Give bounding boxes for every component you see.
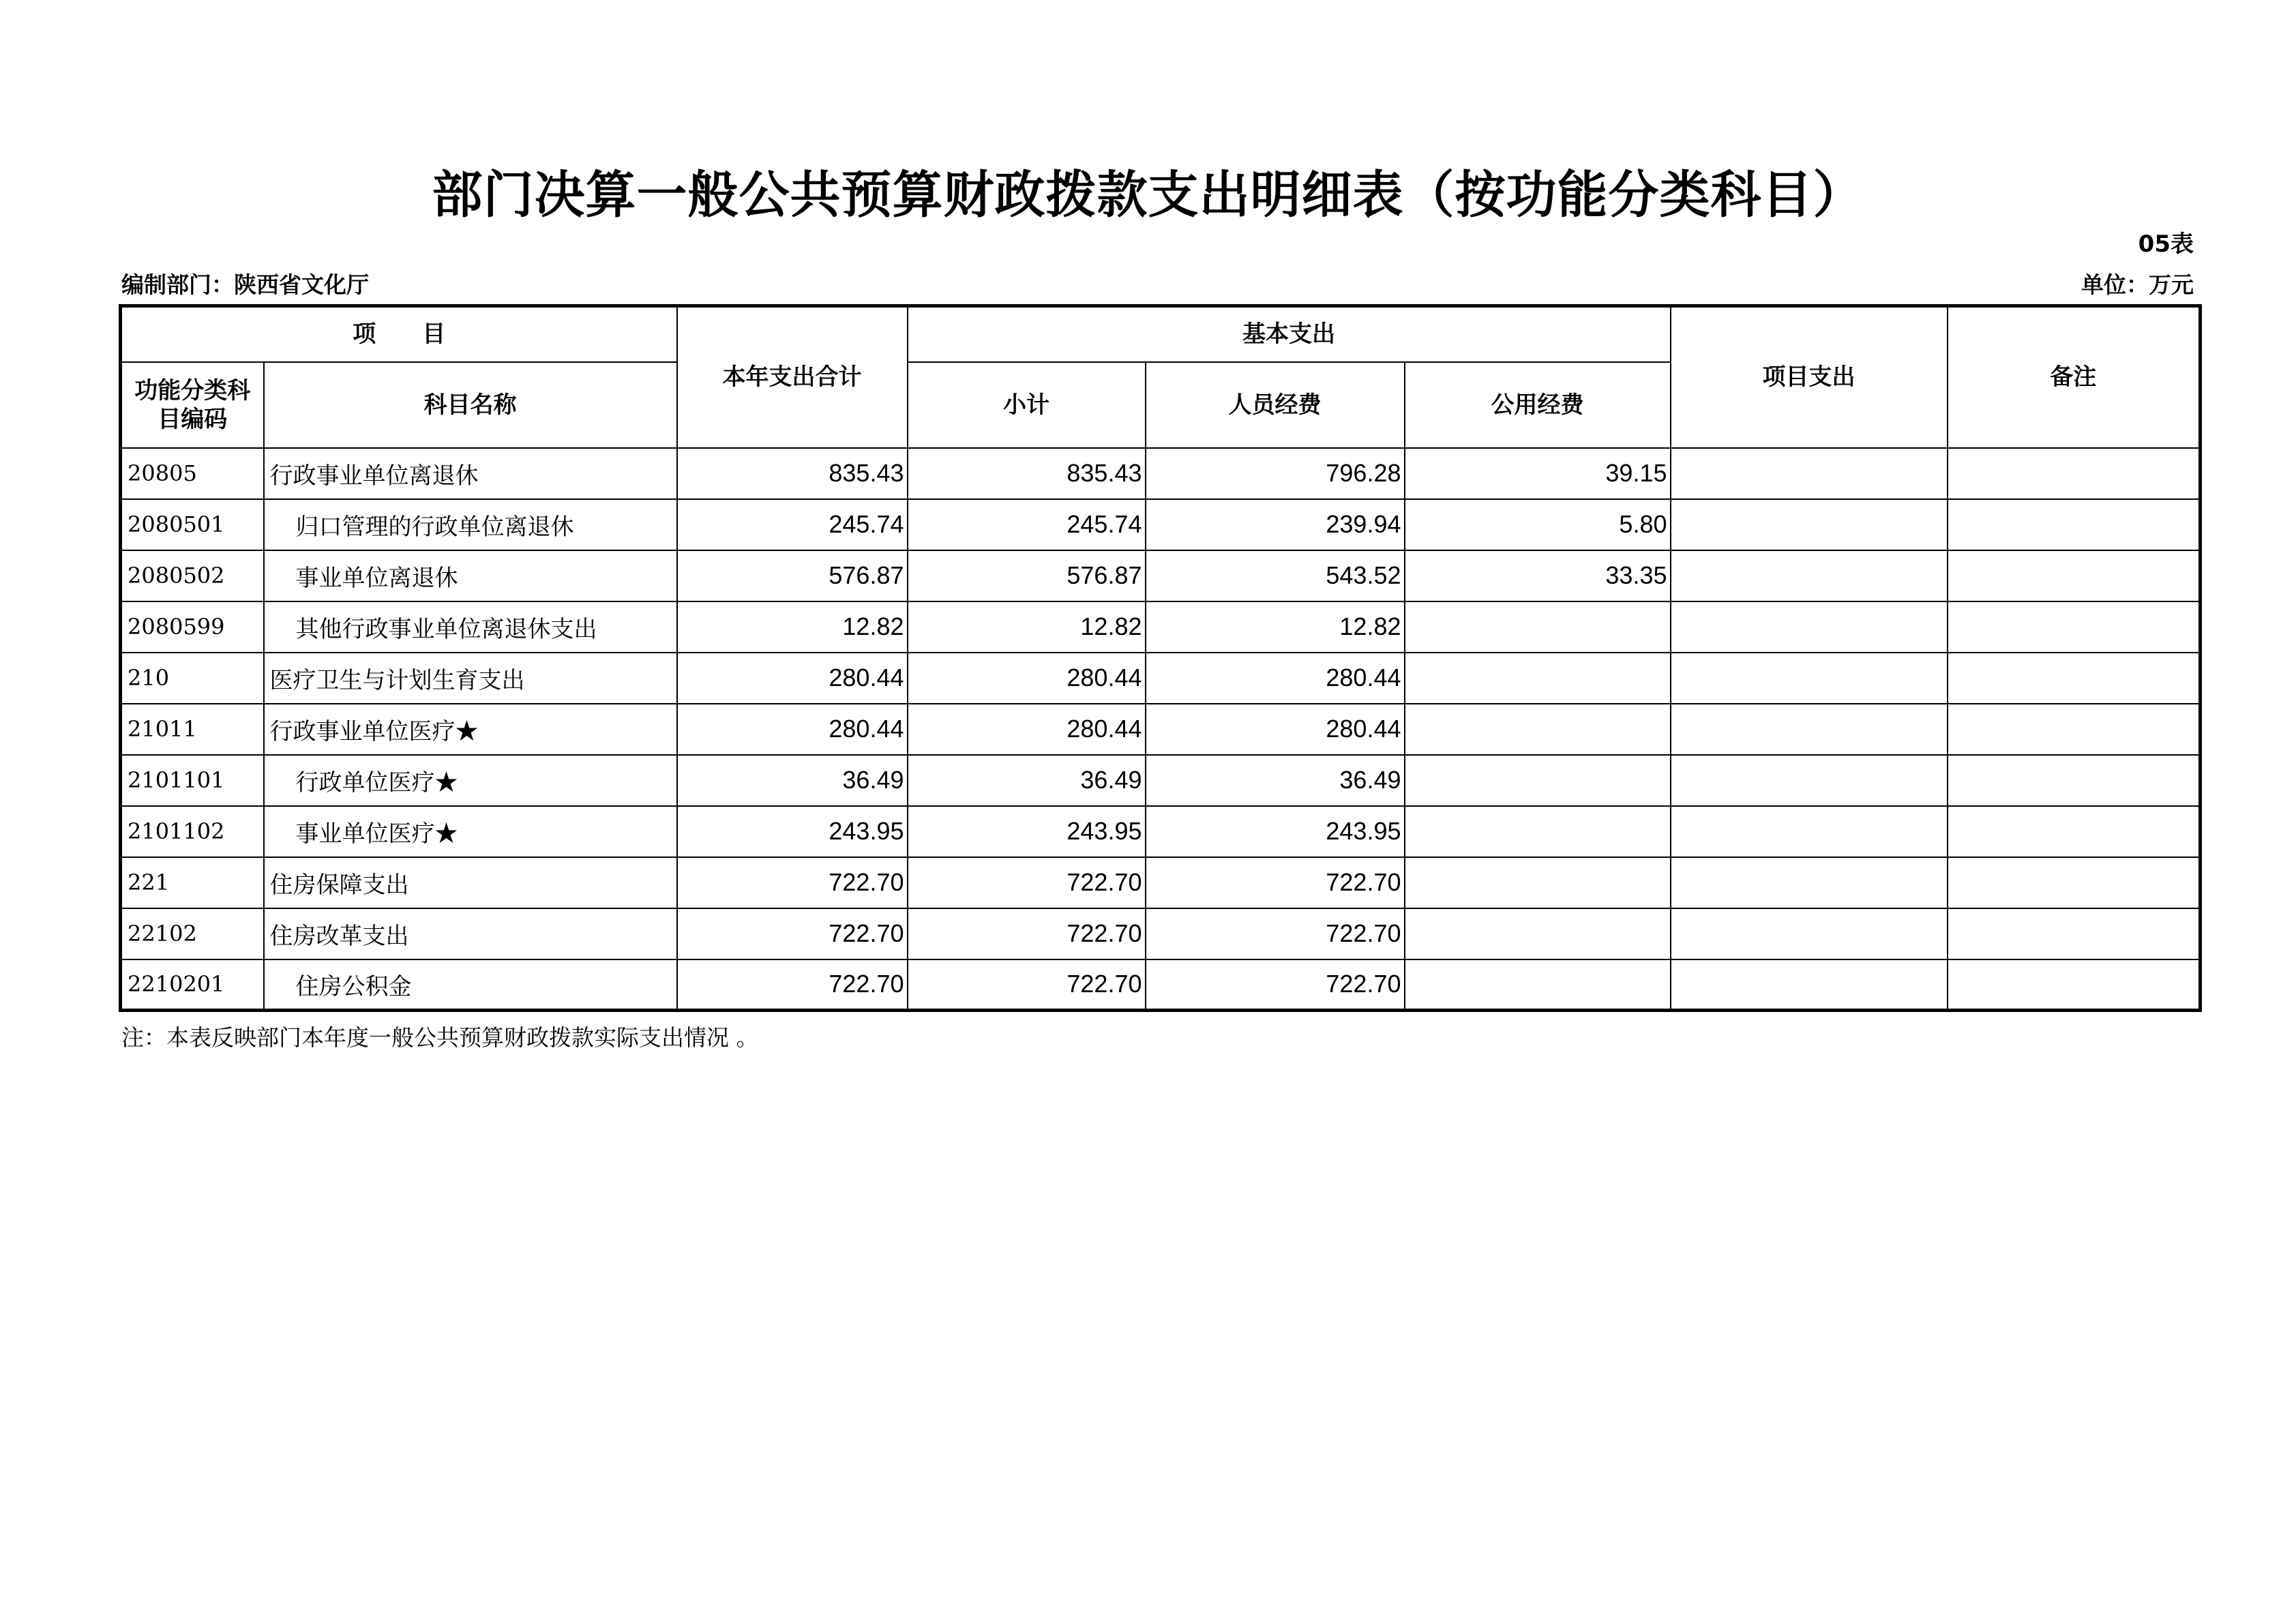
- cell-public: [1405, 704, 1671, 755]
- table-row: [121, 601, 2201, 653]
- table-row: [121, 653, 2201, 704]
- header-personnel: 人员经费: [1146, 362, 1405, 448]
- cell-project: [1671, 550, 1948, 601]
- cell-code: 2210201: [121, 959, 264, 1011]
- table-row: [121, 959, 2201, 1011]
- cell-subtotal: 722.70: [908, 959, 1146, 1011]
- cell-code: 21011: [121, 704, 264, 755]
- cell-code: 2080501: [121, 499, 264, 550]
- cell-remark: [1948, 959, 2201, 1011]
- cell-code: 221: [121, 857, 264, 908]
- cell-personnel: 722.70: [1146, 857, 1405, 908]
- header-item: 项 目: [121, 306, 677, 362]
- header-project: 项目支出: [1671, 306, 1948, 448]
- table-row: [121, 806, 2201, 857]
- cell-remark: [1948, 704, 2201, 755]
- cell-subtotal: 280.44: [908, 704, 1146, 755]
- cell-personnel: 36.49: [1146, 755, 1405, 806]
- cell-total: 245.74: [677, 499, 908, 550]
- cell-personnel: 12.82: [1146, 601, 1405, 653]
- cell-subtotal: 280.44: [908, 653, 1146, 704]
- page-title: 部门决算一般公共预算财政拨款支出明细表（按功能分类科目）: [432, 166, 1864, 224]
- cell-name: 医疗卫生与计划生育支出: [264, 653, 677, 704]
- cell-name: 住房公积金: [264, 959, 677, 1011]
- header-remark: 备注: [1948, 306, 2201, 448]
- cell-personnel: 796.28: [1146, 448, 1405, 499]
- cell-name: 行政单位医疗★: [264, 755, 677, 806]
- cell-subtotal: 722.70: [908, 857, 1146, 908]
- cell-name: 住房保障支出: [264, 857, 677, 908]
- cell-name: 事业单位离退休: [264, 550, 677, 601]
- cell-total: 12.82: [677, 601, 908, 653]
- cell-subtotal: 835.43: [908, 448, 1146, 499]
- cell-remark: [1948, 550, 2201, 601]
- cell-code: 2080502: [121, 550, 264, 601]
- cell-subtotal: 722.70: [908, 908, 1146, 959]
- cell-project: [1671, 601, 1948, 653]
- cell-total: 722.70: [677, 959, 908, 1011]
- header-total: 本年支出合计: [677, 306, 908, 448]
- cell-public: [1405, 755, 1671, 806]
- cell-subtotal: 243.95: [908, 806, 1146, 857]
- header-public: 公用经费: [1405, 362, 1671, 448]
- cell-code: 20805: [121, 448, 264, 499]
- cell-public: 39.15: [1405, 448, 1671, 499]
- cell-total: 280.44: [677, 704, 908, 755]
- cell-code: 22102: [121, 908, 264, 959]
- cell-public: 33.35: [1405, 550, 1671, 601]
- cell-name: 归口管理的行政单位离退休: [264, 499, 677, 550]
- header-basic: 基本支出: [908, 306, 1671, 362]
- cell-project: [1671, 959, 1948, 1011]
- footnote: 注：本表反映部门本年度一般公共预算财政拨款实际支出情况 。: [121, 1024, 759, 1051]
- cell-project: [1671, 755, 1948, 806]
- cell-total: 835.43: [677, 448, 908, 499]
- header-subtotal: 小计: [908, 362, 1146, 448]
- cell-name: 行政事业单位医疗★: [264, 704, 677, 755]
- cell-public: 5.80: [1405, 499, 1671, 550]
- table-number: 05表: [2138, 230, 2194, 258]
- cell-total: 280.44: [677, 653, 908, 704]
- cell-public: [1405, 908, 1671, 959]
- cell-remark: [1948, 448, 2201, 499]
- cell-personnel: 722.70: [1146, 908, 1405, 959]
- cell-personnel: 243.95: [1146, 806, 1405, 857]
- cell-remark: [1948, 908, 2201, 959]
- table-row: [121, 857, 2201, 908]
- department-label: 编制部门：陕西省文化厅: [121, 271, 369, 298]
- cell-remark: [1948, 499, 2201, 550]
- table-row: [121, 704, 2201, 755]
- cell-name: 行政事业单位离退休: [264, 448, 677, 499]
- cell-name: 事业单位医疗★: [264, 806, 677, 857]
- cell-project: [1671, 806, 1948, 857]
- cell-project: [1671, 653, 1948, 704]
- cell-subtotal: 245.74: [908, 499, 1146, 550]
- table-row: [121, 499, 2201, 550]
- cell-total: 36.49: [677, 755, 908, 806]
- cell-personnel: 280.44: [1146, 653, 1405, 704]
- cell-total: 576.87: [677, 550, 908, 601]
- cell-project: [1671, 857, 1948, 908]
- cell-personnel: 543.52: [1146, 550, 1405, 601]
- cell-code: 2101101: [121, 755, 264, 806]
- expenditure-table: [119, 304, 2202, 1012]
- cell-remark: [1948, 601, 2201, 653]
- table-row: [121, 755, 2201, 806]
- cell-remark: [1948, 857, 2201, 908]
- cell-project: [1671, 499, 1948, 550]
- unit-label: 单位：万元: [2081, 271, 2194, 298]
- cell-subtotal: 12.82: [908, 601, 1146, 653]
- cell-personnel: 280.44: [1146, 704, 1405, 755]
- cell-code: 210: [121, 653, 264, 704]
- cell-personnel: 722.70: [1146, 959, 1405, 1011]
- cell-name: 住房改革支出: [264, 908, 677, 959]
- cell-name: 其他行政事业单位离退休支出: [264, 601, 677, 653]
- table-row: [121, 908, 2201, 959]
- cell-remark: [1948, 653, 2201, 704]
- header-name: 科目名称: [264, 362, 677, 448]
- cell-public: [1405, 653, 1671, 704]
- table-row: [121, 550, 2201, 601]
- cell-project: [1671, 908, 1948, 959]
- cell-code: 2101102: [121, 806, 264, 857]
- cell-public: [1405, 601, 1671, 653]
- cell-project: [1671, 448, 1948, 499]
- cell-project: [1671, 704, 1948, 755]
- cell-remark: [1948, 806, 2201, 857]
- header-code: 功能分类科目编码: [121, 362, 264, 448]
- cell-total: 722.70: [677, 908, 908, 959]
- table-row: [121, 448, 2201, 499]
- cell-remark: [1948, 755, 2201, 806]
- cell-public: [1405, 857, 1671, 908]
- cell-subtotal: 576.87: [908, 550, 1146, 601]
- cell-subtotal: 36.49: [908, 755, 1146, 806]
- cell-total: 243.95: [677, 806, 908, 857]
- cell-total: 722.70: [677, 857, 908, 908]
- cell-public: [1405, 959, 1671, 1011]
- cell-personnel: 239.94: [1146, 499, 1405, 550]
- cell-public: [1405, 806, 1671, 857]
- cell-code: 2080599: [121, 601, 264, 653]
